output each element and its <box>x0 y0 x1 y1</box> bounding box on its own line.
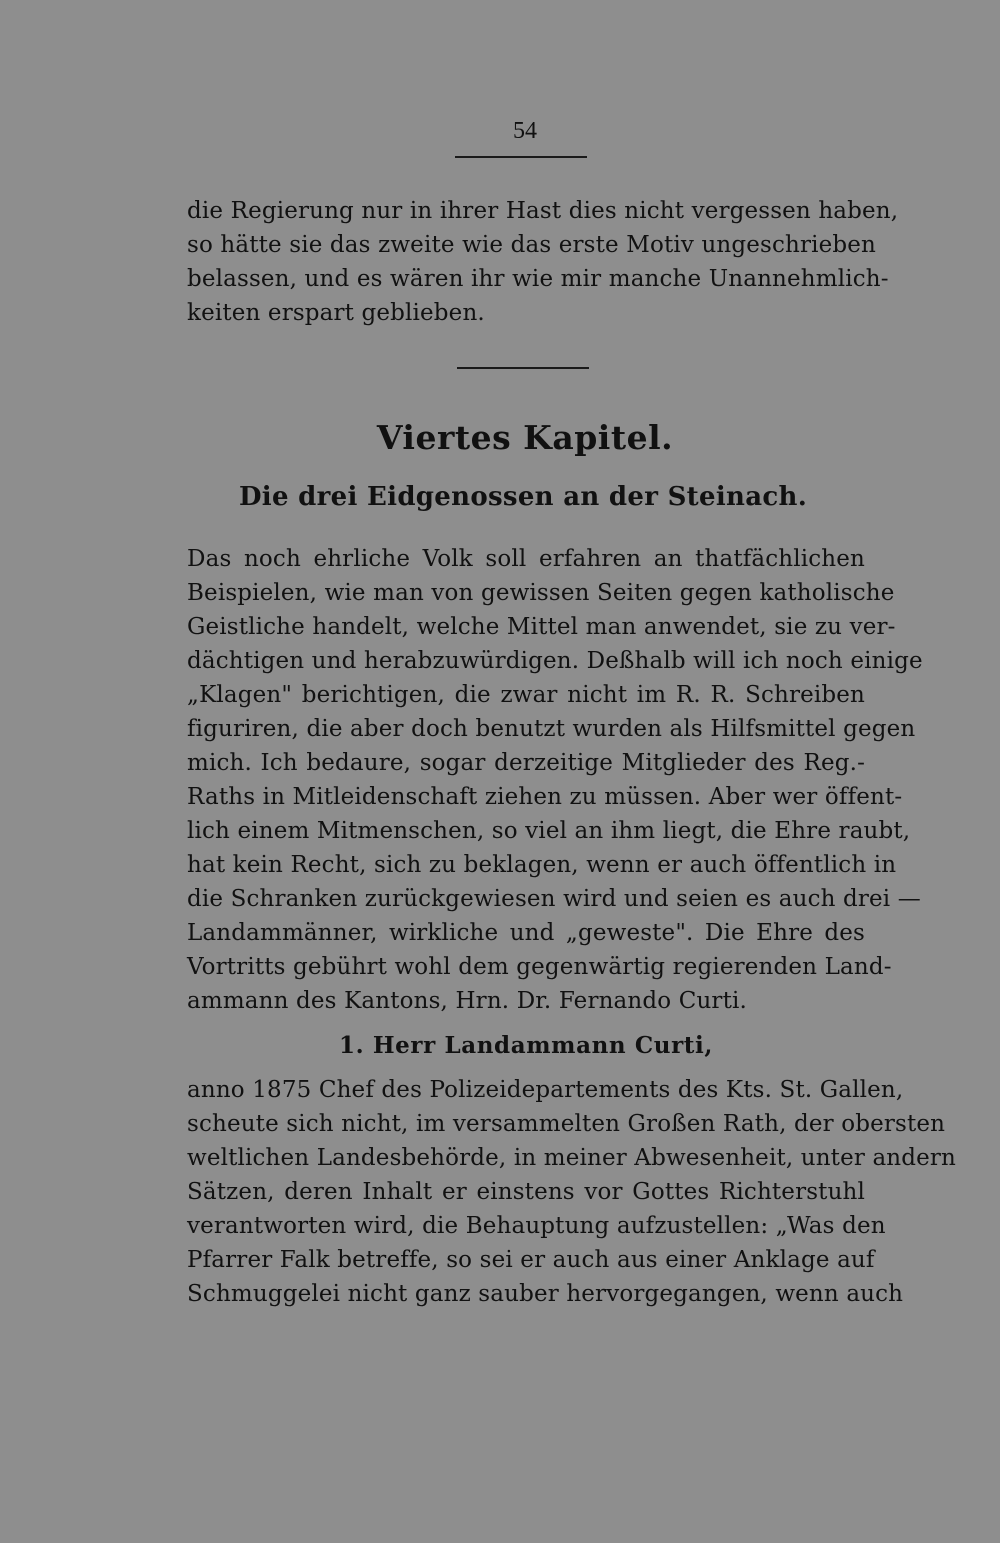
text-line: belassen, und es wären ihr wie mir manche Unannehmlich- <box>187 266 889 292</box>
text-line: ammann des Kantons, Hrn. Dr. Fernando Curti. <box>187 988 747 1014</box>
text-line: Geistliche handelt, welche Mittel man anwendet, sie zu ver- <box>187 614 896 640</box>
text-line: Sätzen, deren Inhalt er einstens vor Gottes Richterstuhl <box>187 1179 865 1205</box>
page-number: 54 <box>513 118 537 144</box>
text-line: mich. Ich bedaure, sogar derzeitige Mitglieder des Reg.- <box>187 750 865 776</box>
chapter-title: Viertes Kapitel. <box>376 418 674 457</box>
text-line: die Schranken zurückgewiesen wird und seien es auch drei — <box>187 886 921 912</box>
text-line: figuriren, die aber doch benutzt wurden als Hilfsmittel gegen <box>187 716 916 742</box>
body-paragraph <box>187 542 923 1018</box>
text-line: lich einem Mitmenschen, so viel an ihm liegt, die Ehre raubt, <box>187 818 911 844</box>
text-line: Landammänner, wirkliche und „geweste". Die Ehre des <box>187 920 865 946</box>
text-line: die Regierung nur in ihrer Hast dies nicht vergessen haben, <box>187 198 899 224</box>
section-heading: 1. Herr Landammann Curti, <box>339 1032 713 1059</box>
body-paragraph <box>187 1073 957 1311</box>
text-line: dächtigen und herabzuwürdigen. Deßhalb will ich noch einige <box>187 648 923 674</box>
text-line: Pfarrer Falk betreffe, so sei er auch aus einer Anklage auf <box>187 1247 875 1273</box>
intro-paragraph <box>187 194 899 330</box>
text-line: keiten erspart geblieben. <box>187 300 485 326</box>
text-line: Schmuggelei nicht ganz sauber hervorgegangen, wenn auch <box>187 1281 904 1307</box>
text-line: anno 1875 Chef des Polizeidepartements des Kts. St. Gallen, <box>187 1077 904 1103</box>
text-line: Beispielen, wie man von gewissen Seiten gegen katholische <box>187 580 895 606</box>
chapter-subtitle: Die drei Eidgenossen an der Steinach. <box>238 482 808 512</box>
text-line: so hätte sie das zweite wie das erste Motiv ungeschrieben <box>187 232 876 258</box>
text-line: Das noch ehrliche Volk soll erfahren an thatfächlichen <box>187 546 865 572</box>
text-line: Vortritts gebührt wohl dem gegenwärtig regierenden Land- <box>187 954 892 980</box>
text-line: weltlichen Landesbehörde, in meiner Abwesenheit, unter andern <box>187 1145 957 1171</box>
text-line: „Klagen" berichtigen, die zwar nicht im R. R. Schreiben <box>187 682 865 708</box>
text-line: hat kein Recht, sich zu beklagen, wenn er auch öffentlich in <box>187 852 897 878</box>
header-rule <box>455 156 587 158</box>
text-line: scheute sich nicht, im versammelten Großen Rath, der obersten <box>187 1111 946 1137</box>
text-line: verantworten wird, die Behauptung aufzustellen: „Was den <box>187 1213 886 1239</box>
text-line: Raths in Mitleidenschaft ziehen zu müssen. Aber wer öffent- <box>187 784 903 810</box>
section-divider <box>457 367 589 369</box>
